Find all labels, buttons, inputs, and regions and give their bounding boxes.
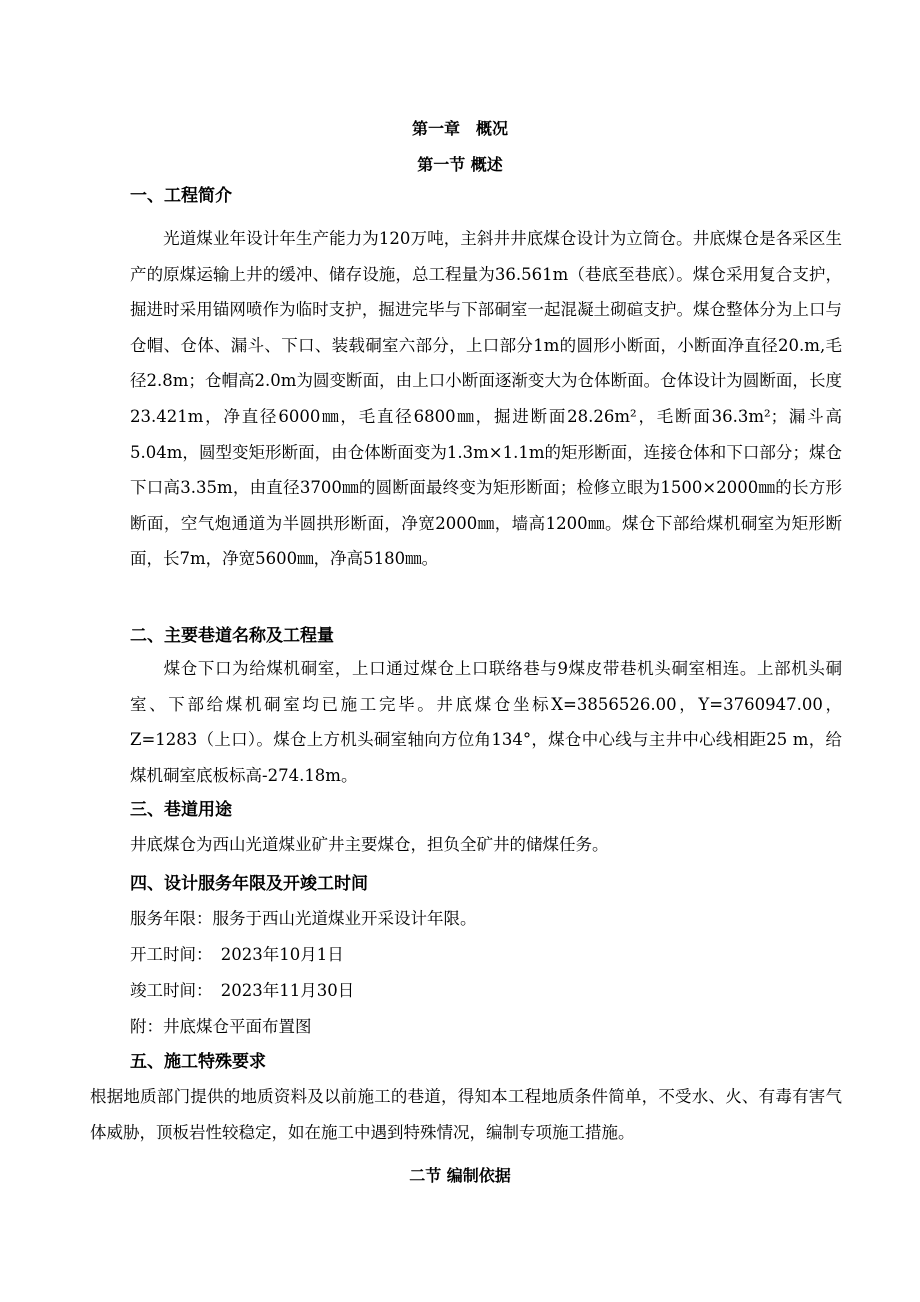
paragraph-main-roadways: 煤仓下口为给煤机硐室，上口通过煤仓上口联络巷与9煤皮带巷机头硐室相连。上部机头硐室、下部给煤机硐室均已施工完毕。井底煤仓坐标X=3856526.00，Y=3760947.00，Z=1283（上口）。煤仓上方机头硐室轴向方位角134°，煤仓中心线与主井中心线相距25 m，给煤机硐室底板标高-274.18m。 bbox=[130, 659, 842, 785]
section-title-basis: 二节 编制依据 bbox=[409, 1166, 511, 1185]
heading-project-intro: 一、工程简介 bbox=[130, 186, 232, 206]
paragraph-project-intro: 光道煤业年设计年生产能力为120万吨，主斜井井底煤仓设计为立筒仓。井底煤仓是各采区生产的原煤运输上井的缓冲、储存设施，总工程量为36.561m（巷底至巷底）。煤仓采用复合支护，掘进时采用锚网喷作为临时支护，掘进完毕与下部硐室一起混凝土砌碹支护。煤仓整体分为上口与仓帽、仓体、漏斗、下口、装载硐室六部分，上口部分1m的圆形小断面，小断面净直径20.m,毛径2.8m；仓帽高2.0m为圆变断面，由上口小断面逐渐变大为仓体断面。仓体设计为圆断面，长度23.421m，净直径6000㎜，毛直径6800㎜，掘进断面28.26m²，毛断面36.3m²；漏斗高5.04m，圆型变矩形断面，由仓体断面变为1.3m×1.1m的矩形断面，连接仓体和下口部分；煤仓下口高3.35m，由直径3700㎜的圆断面最终变为矩形断面；检修立眼为1500×2000㎜的长方形断面，空气炮通道为半圆拱形断面，净宽2000㎜，墙高1200㎜。煤仓下部给煤机硐室为矩形断面，长7m，净宽5600㎜，净高5180㎜。 bbox=[130, 229, 842, 569]
heading-special-requirements: 五、施工特殊要求 bbox=[130, 1052, 266, 1072]
text-end-time: 竣工时间： 2023年11月30日 bbox=[130, 981, 355, 1000]
section-title: 第一节 概述 bbox=[417, 155, 503, 174]
text-roadway-purpose: 井底煤仓为西山光道煤业矿井主要煤仓，担负全矿井的储煤任务。 bbox=[130, 835, 609, 854]
chapter-title: 第一章 概况 bbox=[411, 119, 508, 138]
text-attachment: 附：井底煤仓平面布置图 bbox=[130, 1017, 312, 1036]
heading-roadway-purpose: 三、巷道用途 bbox=[130, 800, 232, 820]
text-service-life: 服务年限：服务于西山光道煤业开采设计年限。 bbox=[130, 909, 477, 928]
paragraph-special-requirements: 根据地质部门提供的地质资料及以前施工的巷道，得知本工程地质条件简单，不受水、火、有毒有害气体威胁，顶板岩性较稳定，如在施工中遇到特殊情况，编制专项施工措施。 bbox=[90, 1087, 842, 1142]
text-start-time: 开工时间： 2023年10月1日 bbox=[130, 945, 344, 964]
heading-main-roadways: 二、主要巷道名称及工程量 bbox=[130, 626, 334, 646]
heading-service-life: 四、设计服务年限及开竣工时间 bbox=[130, 874, 368, 894]
